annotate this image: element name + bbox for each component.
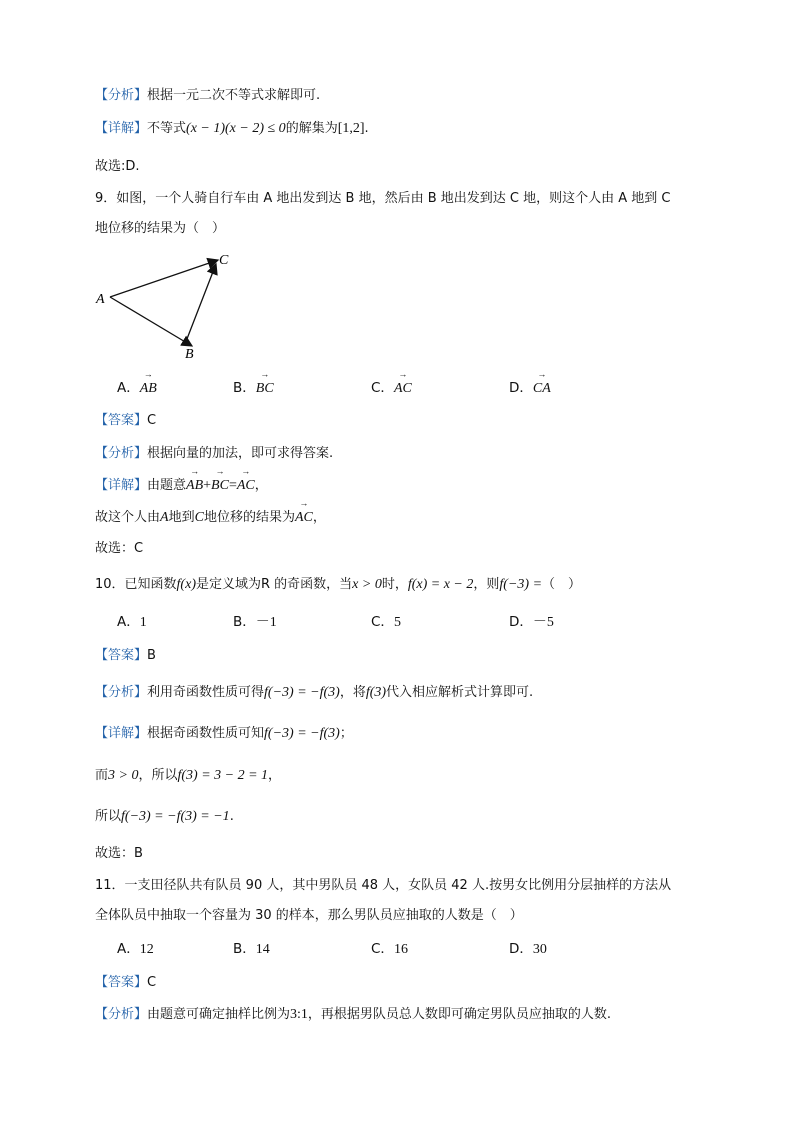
option-value: 14 xyxy=(255,942,270,957)
conclusion-text: 故这个人由 xyxy=(95,510,161,525)
option-value: 5 xyxy=(393,615,401,630)
vector-ac: AC xyxy=(294,510,313,525)
detail-text: 的解集为 xyxy=(285,121,338,136)
analysis-tag: 【分析】 xyxy=(95,446,148,461)
q10-option-b[interactable] xyxy=(233,612,277,633)
q8-choose xyxy=(95,156,140,177)
q10-option-d[interactable] xyxy=(509,612,554,633)
point-a: A xyxy=(160,510,169,525)
stem-text: （ ） xyxy=(542,577,582,592)
equals-sign: = xyxy=(228,478,237,493)
q10-option-a[interactable] xyxy=(117,612,147,633)
option-vector: AB xyxy=(139,381,157,396)
q11-option-d[interactable] xyxy=(509,939,547,960)
analysis-text: ，再根据男队员总人数即可确定男队员应抽取的人数. xyxy=(307,1007,612,1022)
stem-text: 9．如图，一个人骑自行车由 A 地出发到达 B 地，然后由 B 地出发到达 C 地，则这个人由 A 地到 C xyxy=(95,191,671,206)
q11-answer xyxy=(95,972,156,993)
stem-text: 时， xyxy=(381,577,408,592)
q9-option-a[interactable]: A． → AB xyxy=(117,369,157,396)
detail-text: ，所以 xyxy=(138,768,178,783)
detail-text: 所以 xyxy=(95,809,122,824)
q8-detail xyxy=(95,118,369,139)
function-expression: f(x) = x − 2 xyxy=(407,577,474,592)
option-vector: AC xyxy=(393,381,412,396)
detail-text: ， xyxy=(268,768,282,783)
option-letter: B． xyxy=(233,380,256,396)
stem-text: 11．一支田径队共有队员 90 人，其中男队员 48 人，女队员 42 人.按男女比例用分层抽样的方法从 xyxy=(95,878,672,893)
analysis-text: 代入相应解析式计算即可. xyxy=(386,685,534,700)
condition: x > 0 xyxy=(352,577,382,592)
f3-value: f(3) = 3 − 2 = 1 xyxy=(177,768,269,783)
q9-option-c[interactable]: C． → AC xyxy=(371,369,412,396)
option-vector: CA xyxy=(532,381,551,396)
q10-answer xyxy=(95,645,156,666)
stem-text: 10．已知函数 xyxy=(95,577,177,592)
option-value: 16 xyxy=(393,942,408,957)
q9-choose xyxy=(95,538,143,559)
point-b-label: B xyxy=(185,347,194,362)
analysis-tag: 【分析】 xyxy=(95,685,148,700)
answer-tag: 【答案】 xyxy=(95,413,148,428)
q11-stem-line2 xyxy=(95,905,523,926)
option-letter: A． xyxy=(117,614,140,630)
option-value: 12 xyxy=(139,942,154,957)
detail-text: ， xyxy=(254,478,268,493)
conclusion-text: ， xyxy=(312,510,326,525)
vector-ab-arrow xyxy=(110,297,192,346)
analysis-tag: 【分析】 xyxy=(95,1007,148,1022)
option-vector: BC xyxy=(255,381,274,396)
point-c-label: C xyxy=(219,253,229,268)
q9-answer xyxy=(95,410,156,431)
analysis-text: 由题意可确定抽样比例为 xyxy=(147,1007,291,1022)
choose-text: 故选：C xyxy=(95,541,144,556)
detail-text: ； xyxy=(339,726,353,741)
question-expression: f(−3) = xyxy=(499,577,543,592)
answer-tag: 【答案】 xyxy=(95,975,148,990)
option-letter: D． xyxy=(509,614,533,630)
q10-analysis xyxy=(95,682,533,703)
analysis-text: ，将 xyxy=(339,685,366,700)
odd-function-expression: f(−3) = −f(3) xyxy=(264,726,340,741)
analysis-tag: 【分析】 xyxy=(95,88,148,103)
q9-detail: 【详解】由题意 → AB+ → BC= → AC， xyxy=(95,466,268,493)
plus-sign: + xyxy=(203,478,212,493)
option-value: －1 xyxy=(255,615,277,630)
stem-text: 全体队员中抽取一个容量为 30 的样本，那么男队员应抽取的人数是（ ） xyxy=(95,908,523,923)
stem-text: 是定义域为R 的奇函数，当 xyxy=(195,577,353,592)
option-value: 30 xyxy=(532,942,547,957)
vector-bc: BC xyxy=(211,478,229,493)
analysis-text: 根据向量的加法，即可求得答案. xyxy=(147,446,334,461)
q10-stem xyxy=(95,574,581,595)
odd-function-expression: f(−3) = −f(3) xyxy=(264,685,340,700)
option-letter: C． xyxy=(371,941,394,957)
option-value: 1 xyxy=(139,615,147,630)
detail-tag: 【详解】 xyxy=(95,121,148,136)
choose-text: 故选:D. xyxy=(95,159,140,174)
q9-option-b[interactable]: B． → BC xyxy=(233,369,274,396)
q11-option-b[interactable] xyxy=(233,939,270,960)
detail-tag: 【详解】 xyxy=(95,478,148,493)
q11-stem-line1 xyxy=(95,875,671,896)
answer-value: C xyxy=(147,413,157,428)
f3-expression: f(3) xyxy=(365,685,387,700)
point-a-label: A xyxy=(96,292,105,307)
condition: 3 > 0 xyxy=(108,768,139,783)
q11-analysis xyxy=(95,1004,611,1025)
q9-stem-line2 xyxy=(95,218,225,239)
detail-text: 不等式 xyxy=(147,121,187,136)
q8-analysis xyxy=(95,85,320,106)
option-letter: C． xyxy=(371,380,394,396)
detail-text: . xyxy=(229,809,234,824)
solution-set: [1,2] xyxy=(337,121,365,136)
q10-option-c[interactable] xyxy=(371,612,401,633)
point-c: C xyxy=(194,510,204,525)
q9-stem-line1 xyxy=(95,188,671,209)
analysis-text: 利用奇函数性质可得 xyxy=(147,685,265,700)
conclusion-text: 地到 xyxy=(168,510,195,525)
option-letter: C． xyxy=(371,614,394,630)
q9-conclusion: 故这个人由A地到C地位移的结果为 → AC， xyxy=(95,498,326,525)
q11-option-a[interactable] xyxy=(117,939,154,960)
option-value: －5 xyxy=(532,615,554,630)
option-letter: D． xyxy=(509,380,533,396)
option-letter: D． xyxy=(509,941,533,957)
sampling-ratio: 3:1 xyxy=(290,1007,308,1022)
option-letter: B． xyxy=(233,614,256,630)
option-letter: A． xyxy=(117,941,140,957)
q11-option-c[interactable] xyxy=(371,939,408,960)
answer-tag: 【答案】 xyxy=(95,648,148,663)
inequality: (x − 1)(x − 2) ≤ 0 xyxy=(186,121,286,136)
analysis-text: 根据一元二次不等式求解即可. xyxy=(147,88,321,103)
q10-choose xyxy=(95,843,143,864)
detail-tag: 【详解】 xyxy=(95,726,148,741)
result-expression: f(−3) = −f(3) = −1 xyxy=(121,809,230,824)
detail-text: . xyxy=(364,121,369,136)
q9-analysis xyxy=(95,443,333,464)
vector-ac: AC xyxy=(236,478,255,493)
vector-ab: AB xyxy=(186,478,204,493)
stem-text: ，则 xyxy=(473,577,500,592)
q10-detail xyxy=(95,723,353,744)
q10-detail-line3 xyxy=(95,806,234,827)
detail-text: 根据奇函数性质可知 xyxy=(147,726,265,741)
function-fx: f(x) xyxy=(176,577,196,592)
detail-text: 而 xyxy=(95,768,109,783)
vector-bc-arrow xyxy=(185,264,216,344)
conclusion-text: 地位移的结果为 xyxy=(203,510,295,525)
q9-option-d[interactable]: D． → CA xyxy=(509,369,551,396)
choose-text: 故选：B xyxy=(95,846,143,861)
vector-ac-arrow xyxy=(110,260,218,297)
stem-text: 地位移的结果为（ ） xyxy=(95,221,226,236)
option-letter: A． xyxy=(117,380,140,396)
answer-value: C xyxy=(147,975,157,990)
answer-value: B xyxy=(147,648,156,663)
q10-detail-line2 xyxy=(95,765,281,786)
detail-text: 由题意 xyxy=(147,478,187,493)
option-letter: B． xyxy=(233,941,256,957)
triangle-figure xyxy=(95,252,245,362)
